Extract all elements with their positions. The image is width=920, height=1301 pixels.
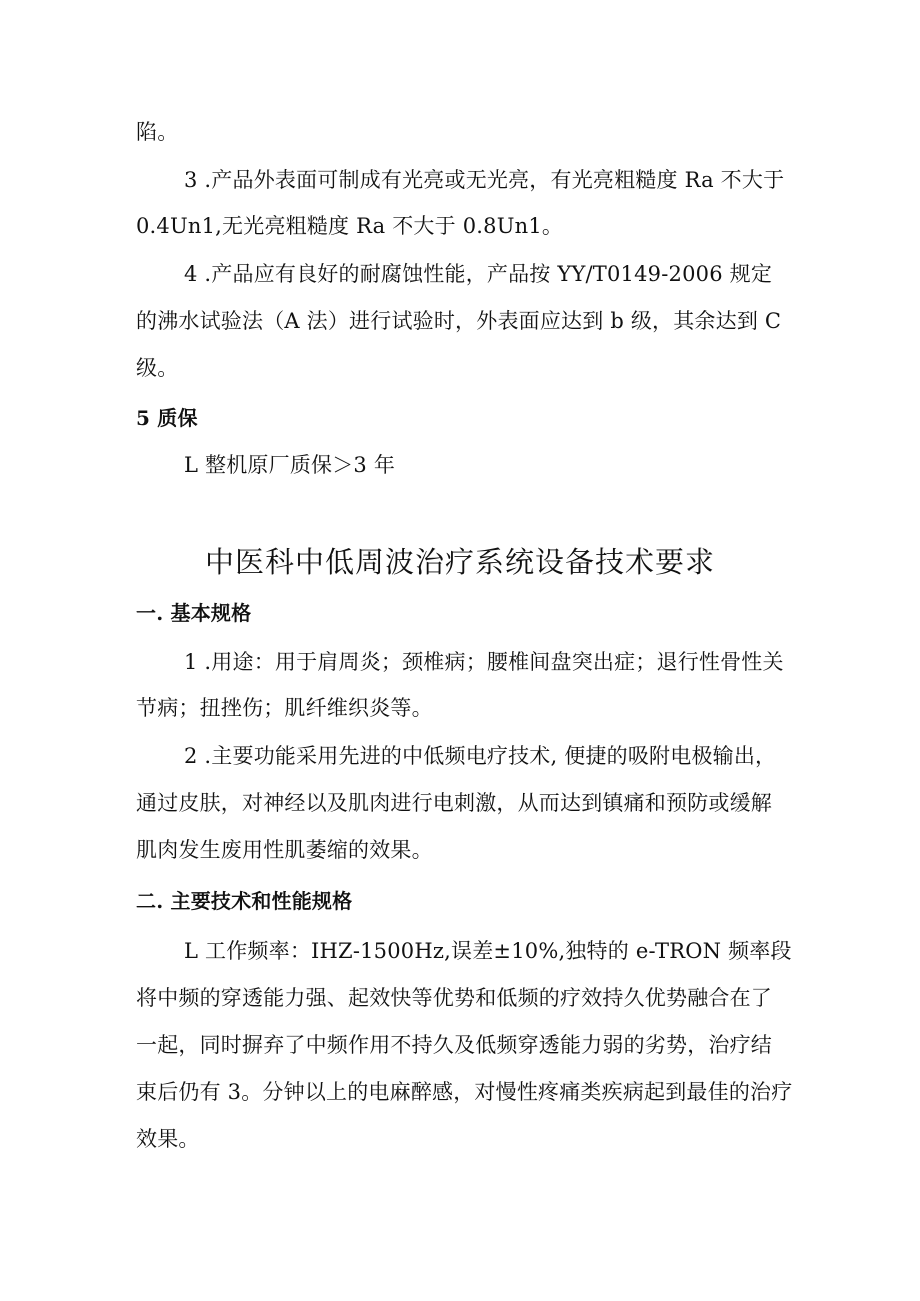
paragraph-tail: 陷。 — [136, 120, 179, 144]
tech-item-1-line-5: 效果。 — [136, 1127, 200, 1151]
basic-item-1-line-2: 节病；扭挫伤；肌纤维织炎等。 — [136, 696, 433, 720]
item-3-line-1: 3 .产品外表面可制成有光亮或无光亮，有光亮粗糙度 Ra 不大于 — [184, 168, 785, 192]
basic-item-1-line-1: 1 .用途：用于肩周炎；颈椎病；腰椎间盘突出症；退行性骨性关 — [184, 650, 784, 674]
item-4-line-2: 的沸水试验法（A 法）进行试验时，外表面应达到 b 级，其余达到 C — [136, 309, 782, 333]
tech-item-1-line-1: L 工作频率：IHZ-1500Hz,误差±10%,独特的 e-TRON 频率段 — [184, 939, 792, 963]
heading-warranty: 5 质保 — [136, 406, 198, 430]
heading-basic-specs: 一. 基本规格 — [136, 601, 252, 625]
tech-item-1-line-3: 一起，同时摒弃了中频作用不持久及低频穿透能力弱的劣势，治疗结 — [136, 1033, 772, 1057]
basic-item-2-line-2: 通过皮肤，对神经以及肌肉进行电刺激，从而达到镇痛和预防或缓解 — [136, 791, 772, 815]
document-title: 中医科中低周波治疗系统设备技术要求 — [204, 545, 715, 579]
item-4-line-1: 4 .产品应有良好的耐腐蚀性能，产品按 YY/T0149-2006 规定 — [184, 262, 773, 286]
heading-tech-specs: 二. 主要技术和性能规格 — [136, 889, 353, 913]
item-3-line-2: 0.4Un1,无光亮粗糙度 Ra 不大于 0.8Un1。 — [136, 214, 564, 238]
item-4-line-3: 级。 — [136, 356, 179, 380]
basic-item-2-line-1: 2 .主要功能采用先进的中低频电疗技术, 便捷的吸附电极输出， — [184, 744, 777, 768]
tech-item-1-line-4: 束后仍有 3。分钟以上的电麻醉感，对慢性疼痛类疾病起到最佳的治疗 — [136, 1080, 793, 1104]
warranty-item: L 整机原厂质保＞3 年 — [184, 453, 396, 477]
tech-item-1-line-2: 将中频的穿透能力强、起效快等优势和低频的疗效持久优势融合在了 — [136, 986, 772, 1010]
basic-item-2-line-3: 肌肉发生废用性肌萎缩的效果。 — [136, 838, 433, 862]
